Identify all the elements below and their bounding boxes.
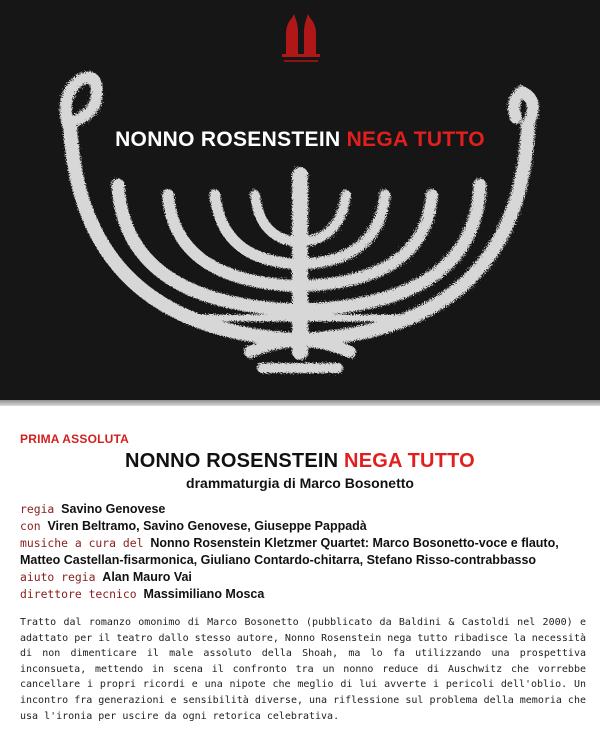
credit-label: direttore tecnico xyxy=(20,587,137,601)
theatre-logo xyxy=(278,10,324,68)
credit-musiche-cont xyxy=(20,552,584,569)
credit-direttore-tecnico xyxy=(20,586,584,603)
poster-title-part2: NEGA TUTTO xyxy=(346,128,485,151)
logo-figures-icon xyxy=(278,10,324,68)
credit-value: Massimiliano Mosca xyxy=(143,587,265,601)
credits-list xyxy=(20,501,584,603)
credit-label: musiche a cura del xyxy=(20,536,144,550)
poster-title xyxy=(0,128,600,152)
credit-value: Nonno Rosenstein Kletzmer Quartet: Marco Bosonetto-voce e flauto, xyxy=(150,536,559,550)
credit-aiuto-regia xyxy=(20,569,584,586)
credit-label: regia xyxy=(20,502,55,516)
poster-title-part1: NONNO ROSENSTEIN xyxy=(115,128,341,151)
divider xyxy=(0,400,600,406)
page-title xyxy=(0,450,600,473)
event-details xyxy=(0,412,600,724)
credit-label: aiuto regia xyxy=(20,570,96,584)
title-part2: NEGA TUTTO xyxy=(344,450,475,472)
credit-value: Matteo Castellan-fisarmonica, Giuliano Contardo-chitarra, Stefano Risso-contrabbasso xyxy=(20,553,537,567)
kicker-label: PRIMA ASSOLUTA xyxy=(20,432,130,446)
credit-con xyxy=(20,518,584,535)
credit-value: Savino Genovese xyxy=(61,502,166,516)
title-part1: NONNO ROSENSTEIN xyxy=(125,450,339,472)
credit-regia xyxy=(20,501,584,518)
credit-value: Viren Beltramo, Savino Genovese, Giuseppe Pappadà xyxy=(47,519,367,533)
credit-musiche xyxy=(20,535,584,552)
dramaturgy-credit: drammaturgia di Marco Bosonetto xyxy=(186,475,414,491)
credit-label: con xyxy=(20,519,41,533)
description-paragraph: Tratto dal romanzo omonimo di Marco Bosonetto (pubblicato da Baldini & Castoldi nel 2000) e adattato per il teatro dallo stesso autore, Nonno Rosenstein nega tutto ribadisce la necessità di non dimenticare il male assoluto della Shoah, ma lo fa utilizzando una prospettiva inconsueta, mettendo in scena il confronto tra un nonno reduce di Auschwitz che vorrebbe cancellare i propri ricordi e una nipote che meglio di lui avverte i pericoli dell'oblio. Un incontro fra generazioni e sensibilità diverse, una riflessione sul problema della memoria che usa l'ironia per uscire da ogni retorica celebrativa. xyxy=(20,617,586,722)
credit-value: Alan Mauro Vai xyxy=(102,570,192,584)
